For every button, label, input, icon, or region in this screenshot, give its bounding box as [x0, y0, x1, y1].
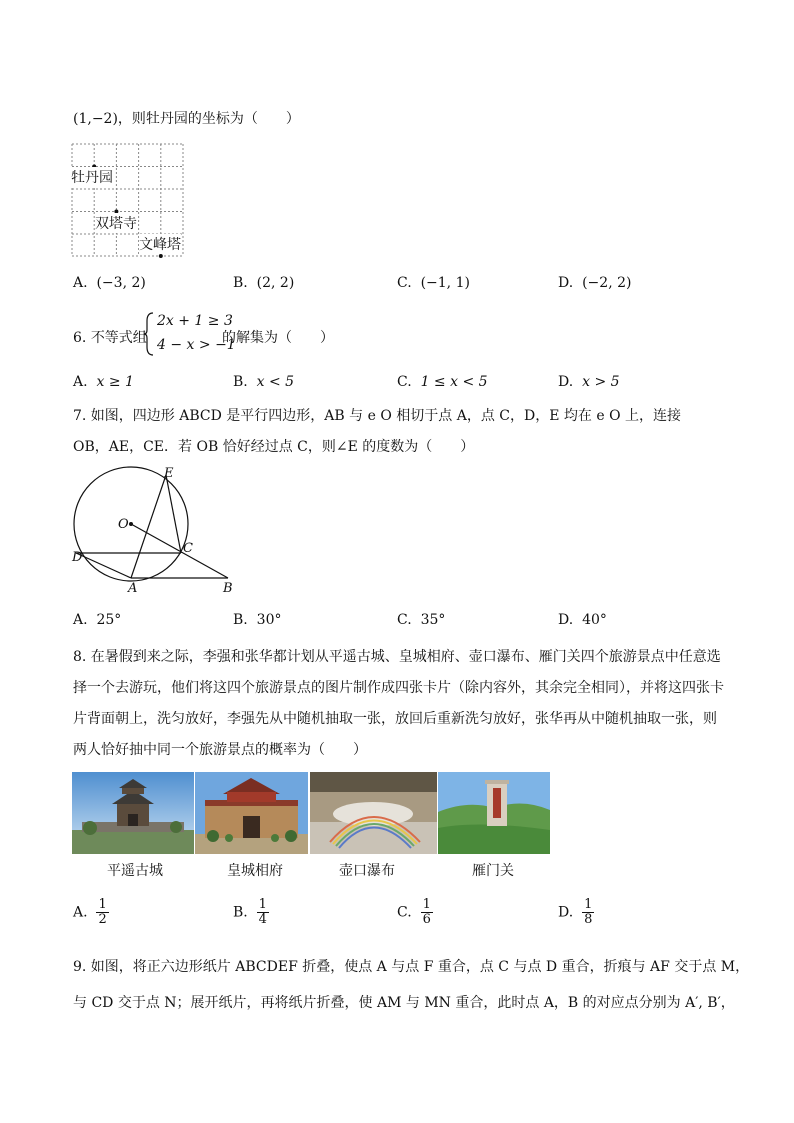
q6-option-c: C. 1 ≤ x < 5 — [397, 374, 488, 390]
q7-option-b: B. 30° — [233, 612, 282, 628]
grid-label-mudanyuan: 牡丹园 — [71, 167, 113, 187]
q6-number: 6. 不等式组 — [73, 330, 147, 346]
photo-hukou — [310, 772, 437, 854]
q5-option-b: B. (2, 2) — [233, 275, 295, 291]
point-o-label: O — [118, 517, 129, 532]
q6-brace — [143, 311, 155, 357]
q6-option-d: D. x > 5 — [558, 374, 620, 390]
q7-line1: 7. 如图，四边形 ABCD 是平行四边形，AB 与 e O 相切于点 A，点 C，D，E 均在 e O 上，连接 — [73, 408, 681, 424]
photo-pingyao — [72, 772, 194, 854]
point-e-label: E — [164, 466, 174, 481]
q7-line2: OB，AE，CE．若 OB 恰好经过点 C，则∠E 的度数为（ ） — [73, 439, 475, 455]
caption-huangcheng: 皇城相府 — [227, 863, 283, 879]
q8-option-a: A. $\frac{1}{2}$ — [73, 897, 107, 927]
caption-hukou: 壶口瀑布 — [339, 863, 395, 879]
point-b-label: B — [223, 581, 233, 596]
q5-stem: (1,−2)，则牡丹园的坐标为（ ） — [73, 111, 300, 127]
caption-yanmenguan: 雁门关 — [472, 863, 514, 879]
q8-line3: 片背面朝上，洗匀放好，李强先从中随机抽取一张，放回后重新洗匀放好，张华再从中随机抽取一张，则 — [73, 711, 717, 727]
q6-ineq-line2: 4 − x > −1 — [157, 337, 236, 353]
q8-line2: 择一个去游玩，他们将这四个旅游景点的图片制作成四张卡片（除内容外，其余完全相同），并将这四张卡 — [73, 680, 724, 696]
q5-option-c: C. (−1, 1) — [397, 275, 470, 291]
q6-ineq-line1: 2x + 1 ≥ 3 — [157, 313, 233, 329]
grid-label-wenfengta: 文峰塔 — [139, 234, 181, 254]
q5-option-a: A. (−3, 2) — [73, 275, 146, 291]
q8-line1: 8. 在暑假到来之际，李强和张华都计划从平遥古城、皇城相府、壶口瀑布、雁门关四个旅游景点中任意选 — [73, 649, 721, 665]
q8-option-b: B. $\frac{1}{4}$ — [233, 897, 267, 927]
q7-option-a: A. 25° — [73, 612, 122, 628]
q7-option-c: C. 35° — [397, 612, 446, 628]
q6-option-a: A. x ≥ 1 — [73, 374, 134, 390]
q6-option-b: B. x < 5 — [233, 374, 295, 390]
q6-stem-after: 的解集为（ ） — [222, 330, 334, 346]
caption-pingyao: 平遥古城 — [107, 863, 163, 879]
grid-label-shuangtasi: 双塔寺 — [95, 213, 137, 233]
q8-line4: 两人恰好抽中同一个旅游景点的概率为（ ） — [73, 742, 367, 758]
q8-option-d: D. $\frac{1}{8}$ — [558, 897, 593, 927]
q9-line1: 9. 如图，将正六边形纸片 ABCDEF 折叠，使点 A 与点 F 重合，点 C 与点 D 重合，折痕与 AF 交于点 M， — [73, 959, 750, 975]
point-a-label: A — [128, 581, 138, 596]
photo-huangcheng — [195, 772, 308, 854]
q5-option-d: D. (−2, 2) — [558, 275, 632, 291]
q7-circle-figure — [68, 462, 248, 602]
q8-option-c: C. $\frac{1}{6}$ — [397, 897, 431, 927]
point-c-label: C — [183, 541, 193, 556]
photo-yanmenguan — [438, 772, 550, 854]
point-d-label: D — [72, 550, 83, 565]
q9-line2: 与 CD 交于点 N；展开纸片，再将纸片折叠，使 AM 与 MN 重合，此时点 A，B 的对应点分别为 A′, B′， — [73, 995, 735, 1011]
q7-option-d: D. 40° — [558, 612, 607, 628]
